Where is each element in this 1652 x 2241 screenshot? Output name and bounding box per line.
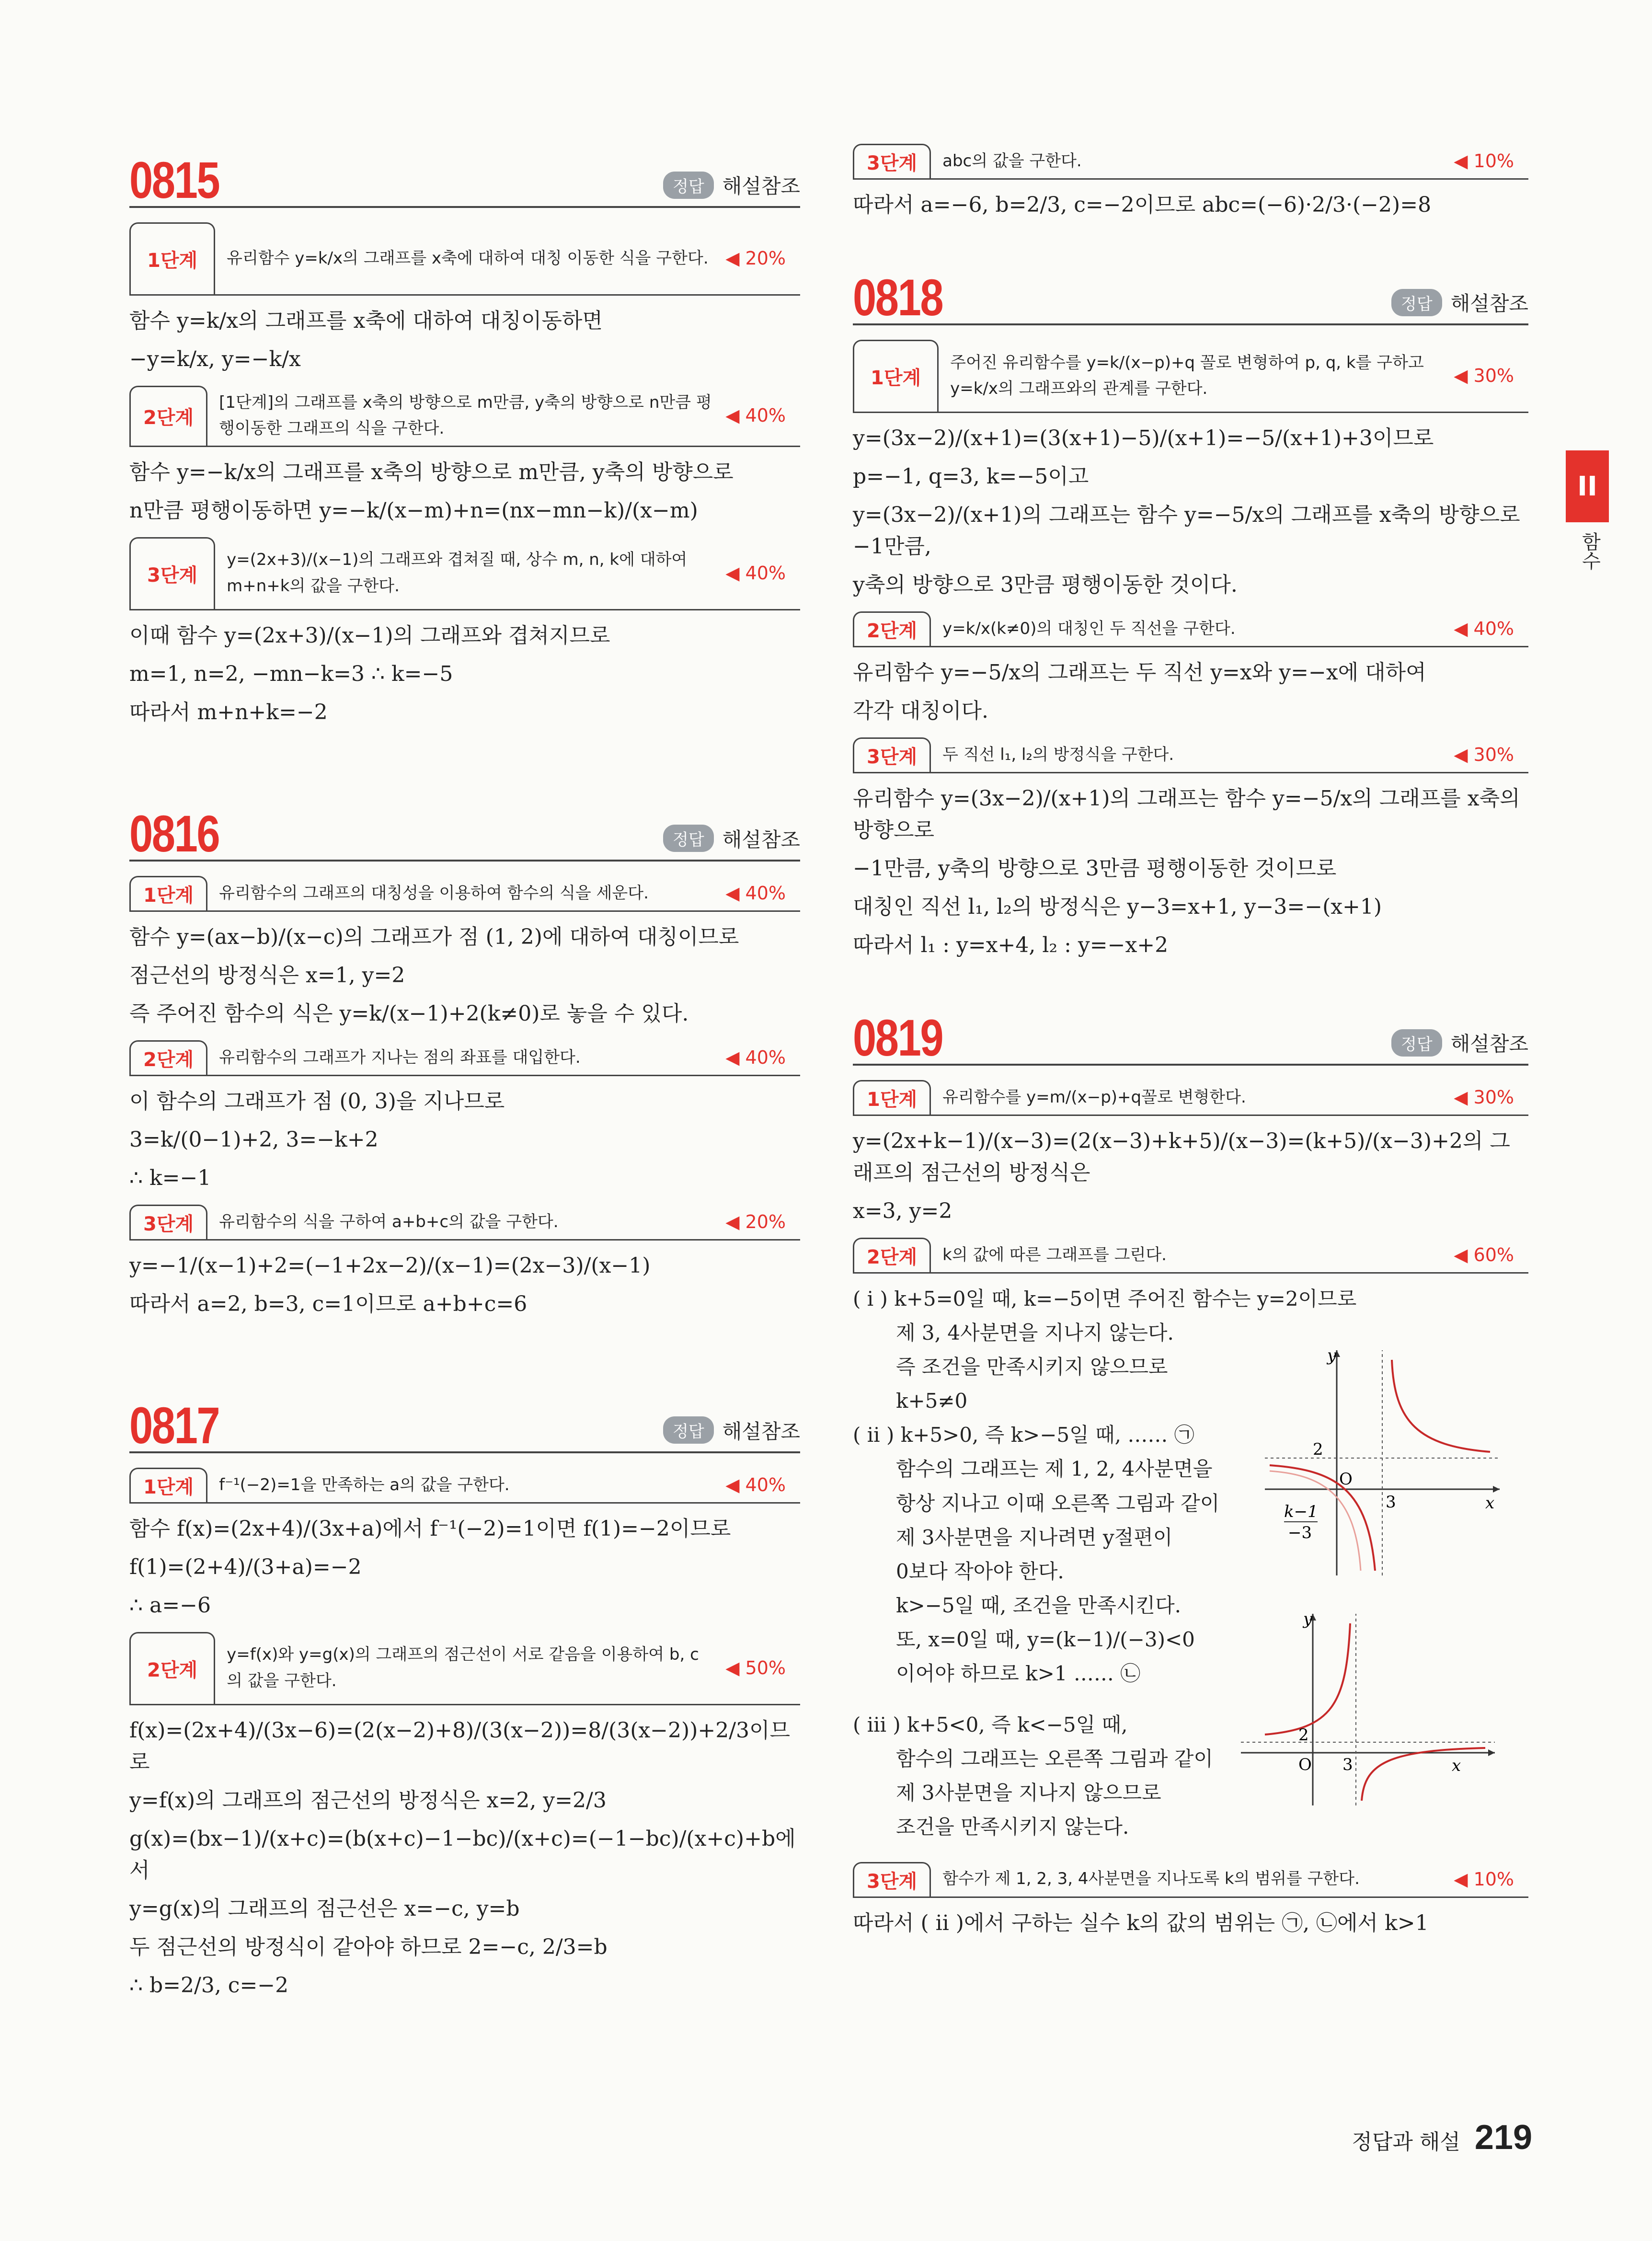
case-analysis — [853, 1283, 1528, 1843]
step-percent: ◀ 10% — [1454, 1868, 1514, 1890]
answer-badge: 정답 — [663, 825, 714, 852]
case-line: 조건을 만족시키지 않는다. — [896, 1815, 1129, 1839]
step-text: abc의 값을 구한다. — [942, 151, 1082, 171]
solution-line: n만큼 평행이동하면 y=−k/(x−m)+n=(nx−mn−k)/(x−m) — [129, 498, 698, 523]
step-label: 1단계 — [129, 1468, 207, 1502]
graph-label-2: 2 — [1313, 1440, 1323, 1459]
step-label: 2단계 — [129, 1632, 215, 1704]
left-column — [129, 139, 800, 2008]
solution-line: 함수 y=k/x의 그래프를 x축에 대하여 대칭이동하면 — [129, 309, 603, 333]
answer-badge: 정답 — [1391, 1029, 1442, 1057]
answer-text: 해설참조 — [722, 1419, 800, 1443]
graph-label-x: x — [1452, 1756, 1461, 1775]
solution-line: f(1)=(2+4)/(3+a)=−2 — [129, 1554, 362, 1579]
solution-line: 따라서 m+n+k=−2 — [129, 700, 328, 724]
step-2 — [129, 386, 800, 447]
answer-text: 해설참조 — [722, 827, 800, 851]
solution-line: g(x)=(bx−1)/(x+c)=(b(x+c)−1−bc)/(x+c)=(−1−bc)/(x+c)+b에서 — [129, 1826, 796, 1883]
solution-line: 함수 f(x)=(2x+4)/(3x+a)에서 f⁻¹(−2)=1이면 f(1)=−2이므로 — [129, 1516, 731, 1541]
answer-badge: 정답 — [663, 1416, 714, 1444]
step-text: 함수가 제 1, 2, 3, 4사분면을 지나도록 k의 범위를 구한다. — [942, 1869, 1360, 1889]
solution-line: 유리함수 y=−5/x의 그래프는 두 직선 y=x와 y=−x에 대하여 — [853, 660, 1426, 685]
curve-left — [1265, 1623, 1350, 1735]
step-text: [1단계]의 그래프를 x축의 방향으로 m만큼, y축의 방향으로 n만큼 평행이동한 그래프의 식을 구한다. — [219, 393, 712, 438]
step-2 — [853, 1238, 1528, 1274]
graph-label-origin: O — [1339, 1470, 1353, 1489]
page-number: 219 — [1474, 2118, 1532, 2157]
step-text: f⁻¹(−2)=1을 만족하는 a의 값을 구한다. — [219, 1475, 510, 1494]
problem-header — [129, 1384, 800, 1453]
step-text: 유리함수 y=k/x의 그래프를 x축에 대하여 대칭 이동한 식을 구한다. — [227, 248, 709, 268]
problem-0816 — [129, 793, 800, 1320]
step-text: y=(2x+3)/(x−1)의 그래프와 겹쳐질 때, 상수 m, n, k에 대하여 m+n+k의 값을 구한다. — [227, 550, 688, 596]
step-percent: ◀ 40% — [725, 562, 786, 584]
graph-case-ii — [1260, 1345, 1509, 1585]
problem-header — [129, 793, 800, 862]
problem-header — [853, 997, 1528, 1066]
step-text: y=f(x)와 y=g(x)의 그래프의 점근선이 서로 같음을 이용하여 b, c의 값을 구한다. — [227, 1645, 699, 1690]
solution-line: x=3, y=2 — [853, 1199, 952, 1223]
case-line: k>−5일 때, 조건을 만족시킨다. — [896, 1593, 1182, 1617]
step-percent: ◀ 40% — [725, 882, 786, 904]
step-percent: ◀ 10% — [1454, 150, 1514, 172]
step-label: 3단계 — [853, 737, 931, 772]
solution-line: 유리함수 y=(3x−2)/(x+1)의 그래프는 함수 y=−5/x의 그래프를 x축의 방향으로 — [853, 786, 1520, 842]
step-percent: ◀ 30% — [1454, 744, 1514, 765]
problem-number: 0815 — [129, 151, 219, 209]
case-line: 또, x=0일 때, y=(k−1)/(−3)<0 — [896, 1627, 1195, 1651]
solution-line: 함수 y=−k/x의 그래프를 x축의 방향으로 m만큼, y축의 방향으로 — [129, 460, 734, 484]
step-percent: ◀ 30% — [1454, 1087, 1514, 1108]
step-1 — [129, 1468, 800, 1504]
problem-number: 0819 — [853, 1009, 943, 1067]
step-label: 2단계 — [853, 611, 931, 646]
chapter-tab: II — [1566, 450, 1609, 522]
step-2 — [129, 1632, 800, 1705]
step-label: 3단계 — [129, 537, 215, 609]
answer-ref — [1391, 1028, 1528, 1057]
case-line: 즉 조건을 만족시키지 않으므로 — [896, 1355, 1168, 1379]
case-line: 제 3, 4사분면을 지나지 않는다. — [896, 1321, 1174, 1345]
solution-line: 이 함수의 그래프가 점 (0, 3)을 지나므로 — [129, 1089, 505, 1114]
case-line: ( iii ) k+5<0, 즉 k<−5일 때, — [853, 1713, 1128, 1737]
problem-number: 0817 — [129, 1396, 219, 1454]
solution-line: y=f(x)의 그래프의 점근선의 방정식은 x=2, y=2/3 — [129, 1788, 607, 1813]
solution-line: −y=k/x, y=−k/x — [129, 347, 301, 371]
solution-line: y축의 방향으로 3만큼 평행이동한 것이다. — [853, 573, 1238, 597]
case-line: 제 3사분면을 지나려면 y절편이 — [896, 1525, 1173, 1549]
step-percent: ◀ 20% — [725, 1211, 786, 1232]
step-percent: ◀ 50% — [725, 1657, 786, 1678]
answer-ref — [1391, 288, 1528, 317]
step-2 — [129, 1040, 800, 1076]
step-3 — [853, 1862, 1528, 1898]
case-line: 0보다 작아야 한다. — [896, 1559, 1064, 1583]
case-line: ( ii ) k+5>0, 즉 k>−5일 때, …… ㉠ — [853, 1423, 1194, 1447]
solution-line: 따라서 ( ii )에서 구하는 실수 k의 값의 범위는 ㉠, ㉡에서 k>1 — [853, 1910, 1429, 1935]
step-text: 유리함수를 y=m/(x−p)+q꼴로 변형한다. — [942, 1087, 1246, 1107]
graph-label-y: y — [1303, 1609, 1313, 1629]
solution-line: 따라서 l₁ : y=x+4, l₂ : y=−x+2 — [853, 933, 1169, 957]
graph-label-x: x — [1485, 1494, 1495, 1513]
step-text: 두 직선 l₁, l₂의 방정식을 구한다. — [942, 745, 1174, 764]
case-line: k+5≠0 — [896, 1389, 968, 1413]
answer-badge: 정답 — [1391, 289, 1442, 316]
step-percent: ◀ 40% — [725, 405, 786, 426]
graph-label-m3: −3 — [1288, 1523, 1312, 1542]
answer-text: 해설참조 — [722, 174, 800, 198]
step-label: 1단계 — [129, 876, 207, 910]
step-1 — [129, 222, 800, 296]
step-text: y=k/x(k≠0)의 대칭인 두 직선을 구한다. — [942, 619, 1236, 638]
step-percent: ◀ 20% — [725, 248, 786, 269]
graph-label-origin: O — [1298, 1755, 1312, 1774]
case-line: 항상 지나고 이때 오른쪽 그림과 같이 — [896, 1491, 1220, 1515]
answer-text: 해설참조 — [1450, 292, 1528, 315]
right-column — [853, 144, 1528, 1946]
answer-text: 해설참조 — [1450, 1032, 1528, 1056]
step-label: 1단계 — [129, 222, 215, 294]
step-3 — [129, 1205, 800, 1241]
step-percent: ◀ 40% — [725, 1474, 786, 1495]
answer-ref — [663, 171, 800, 199]
solution-line: ∴ k=−1 — [129, 1165, 211, 1190]
solution-line: 두 점근선의 방정식이 같아야 하므로 2=−c, 2/3=b — [129, 1934, 608, 1959]
problem-number: 0818 — [853, 268, 943, 326]
answer-ref — [663, 1416, 800, 1445]
step-label: 2단계 — [129, 386, 207, 446]
graph-label-3: 3 — [1342, 1755, 1353, 1774]
graph-label-y: y — [1327, 1346, 1337, 1365]
solution-line: 3=k/(0−1)+2, 3=−k+2 — [129, 1127, 379, 1152]
step-label: 3단계 — [853, 144, 931, 178]
graph-case-iii — [1236, 1609, 1504, 1810]
solution-line: ∴ b=2/3, c=−2 — [129, 1973, 289, 1998]
graph-label-k1: k−1 — [1284, 1502, 1318, 1521]
step-label: 2단계 — [129, 1040, 207, 1075]
problem-0819 — [853, 997, 1528, 1939]
answer-ref — [663, 824, 800, 853]
solution-line: f(x)=(2x+4)/(3x−6)=(2(x−2)+8)/(3(x−2))=8/(3(x−2))+2/3이므로 — [129, 1718, 791, 1774]
step-3 — [129, 537, 800, 610]
step-2 — [853, 611, 1528, 647]
solution-line: 각각 대칭이다. — [853, 699, 988, 723]
solution-line: ∴ a=−6 — [129, 1593, 211, 1618]
step-label: 3단계 — [853, 1862, 931, 1896]
answer-badge: 정답 — [663, 172, 714, 199]
solution-line: 대칭인 직선 l₁, l₂의 방정식은 y−3=x+1, y−3=−(x+1) — [853, 895, 1382, 919]
page-footer — [1352, 2118, 1532, 2157]
problem-number: 0816 — [129, 804, 219, 862]
step-percent: ◀ 60% — [1454, 1244, 1514, 1265]
step-1 — [853, 340, 1528, 413]
problem-header — [129, 139, 800, 208]
solution-line: y=−1/(x−1)+2=(−1+2x−2)/(x−1)=(2x−3)/(x−1) — [129, 1253, 651, 1278]
case-line: 함수의 그래프는 오른쪽 그림과 같이 — [896, 1747, 1213, 1771]
problem-0817 — [129, 1384, 800, 2001]
case-line: 제 3사분면을 지나지 않으므로 — [896, 1781, 1161, 1805]
problem-header — [853, 256, 1528, 325]
solution-line: 함수 y=(ax−b)/(x−c)의 그래프가 점 (1, 2)에 대하여 대칭이므로 — [129, 924, 739, 949]
solution-line: −1만큼, y축의 방향으로 3만큼 평행이동한 것이므로 — [853, 856, 1337, 881]
solution-line: y=(2x+k−1)/(x−3)=(2(x−3)+k+5)/(x−3)=(k+5)/(x−3)+2의 그래프의 점근선의 방정식은 — [853, 1129, 1510, 1185]
step-1 — [129, 876, 800, 912]
step-3 — [853, 737, 1528, 773]
case-line: 이어야 하므로 k>1 …… ㉡ — [896, 1662, 1141, 1686]
problem-0815 — [129, 139, 800, 728]
step-label: 1단계 — [853, 1080, 931, 1115]
problem-0818 — [853, 256, 1528, 961]
graph-label-2: 2 — [1298, 1725, 1309, 1745]
solution-line: m=1, n=2, −mn−k=3 ∴ k=−5 — [129, 661, 453, 686]
solution-line: 따라서 a=2, b=3, c=1이므로 a+b+c=6 — [129, 1291, 528, 1316]
solution-line: 즉 주어진 함수의 식은 y=k/(x−1)+2(k≠0)로 놓을 수 있다. — [129, 1001, 689, 1026]
graph-label-3: 3 — [1386, 1493, 1396, 1512]
solution-line: 이때 함수 y=(2x+3)/(x−1)의 그래프와 겹쳐지므로 — [129, 623, 610, 648]
step-percent: ◀ 40% — [725, 1046, 786, 1068]
solution-line: y=g(x)의 그래프의 점근선은 x=−c, y=b — [129, 1896, 520, 1921]
case-line: 함수의 그래프는 제 1, 2, 4사분면을 — [896, 1457, 1213, 1481]
case-line: ( i ) k+5=0일 때, k=−5이면 주어진 함수는 y=2이므로 — [853, 1287, 1357, 1310]
step-percent: ◀ 40% — [1454, 618, 1514, 639]
solution-line: y=(3x−2)/(x+1)=(3(x+1)−5)/(x+1)=−5/(x+1)+3이므로 — [853, 426, 1434, 450]
step-label: 1단계 — [853, 340, 939, 412]
step-text: 주어진 유리함수를 y=k/(x−p)+q 꼴로 변형하여 p, q, k를 구하고 y=k/x의 그래프와의 관계를 구한다. — [950, 353, 1424, 398]
step-text: k의 값에 따른 그래프를 그린다. — [942, 1245, 1167, 1264]
step-1 — [853, 1080, 1528, 1116]
step-label: 2단계 — [853, 1238, 931, 1272]
step-label: 3단계 — [129, 1205, 207, 1239]
step-text: 유리함수의 식을 구하여 a+b+c의 값을 구한다. — [219, 1212, 559, 1231]
curve-right — [1362, 1748, 1485, 1801]
solution-line: 점근선의 방정식은 x=1, y=2 — [129, 963, 405, 988]
solution-line: y=(3x−2)/(x+1)의 그래프는 함수 y=−5/x의 그래프를 x축의 방향으로 −1만큼, — [853, 503, 1520, 559]
step-3 — [853, 144, 1528, 180]
step-text: 유리함수의 그래프가 지나는 점의 좌표를 대입한다. — [219, 1047, 581, 1067]
step-text: 유리함수의 그래프의 대칭성을 이용하여 함수의 식을 세운다. — [219, 883, 649, 903]
chapter-label: 함수 — [1579, 532, 1601, 570]
curve-upper — [1392, 1360, 1490, 1452]
solution-line: 따라서 a=−6, b=2/3, c=−2이므로 abc=(−6)·2/3·(−2)=8 — [853, 193, 1432, 217]
step-percent: ◀ 30% — [1454, 365, 1514, 386]
footer-text: 정답과 해설 — [1352, 2130, 1460, 2154]
solution-line: p=−1, q=3, k=−5이고 — [853, 464, 1089, 489]
